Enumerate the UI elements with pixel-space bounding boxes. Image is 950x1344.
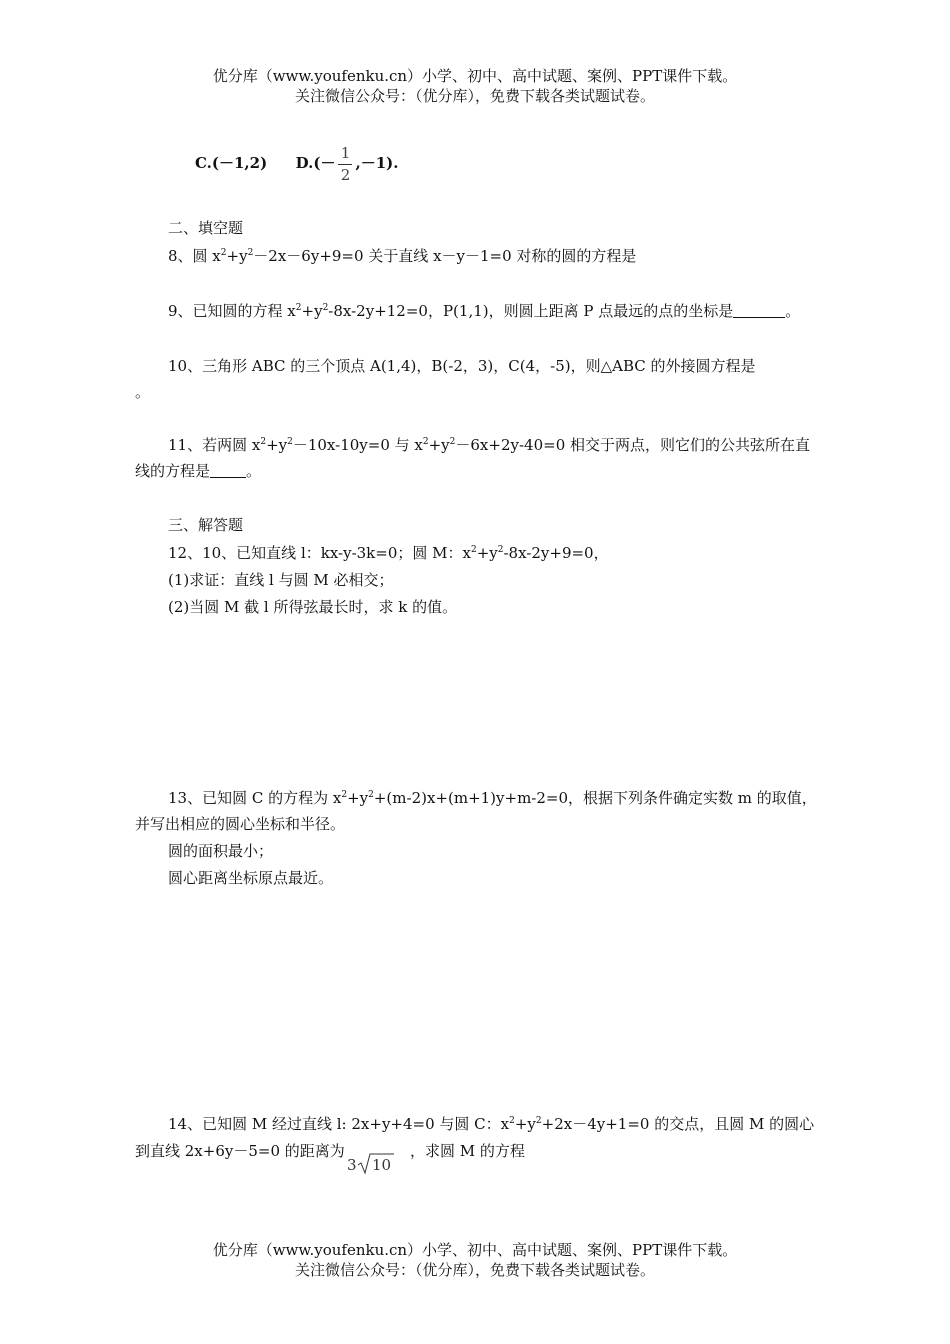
superscript-2: 2 xyxy=(341,790,348,800)
header-line-1: 优分库（www.youfenku.cn）小学、初中、高中试题、案例、PPT课件下载。 xyxy=(212,67,738,85)
radical-argument: 10 xyxy=(372,1156,392,1174)
header-line-2: 关注微信公众号：（优分库），免费下载各类试题试卷。 xyxy=(294,87,655,105)
option-d-suffix: ,－1). xyxy=(355,154,399,172)
question-8: 8、圆 $x^2+y^2-2x-6y+9=0$ 关于直线 x－y－1=0 对称的圆的方程是 xyxy=(168,247,637,265)
superscript-2: 2 xyxy=(368,790,374,800)
fraction-denominator: 2 xyxy=(340,166,351,184)
question-10: 10、三角形 ABC 的三个顶点 A(1,4)，B(-2，3)，C(4，-5)，则△ABC 的外接圆方程是 xyxy=(168,357,756,375)
fraction-one-half xyxy=(337,144,353,184)
question-9: 9、已知圆的方程 $x^2+y^2-8x-2y+12=0$，P(1,1)，则圆上距离 P 点最远的点的坐标是 。 xyxy=(168,302,801,320)
question-14: 14、已知圆 M 经过直线 l: 2x+y+4=0 与圆 C：$x^2+y^2+2x-4y+1=0$ 的交点，且圆 M 的圆心 xyxy=(168,1115,815,1133)
question-13: 13、已知圆 C 的方程为 $x^2+y^2+(m-2)x+(m+1)y+m-2=0$，根据下列条件确定实数 m 的取值， xyxy=(168,789,817,807)
fraction-numerator: 1 xyxy=(340,144,351,162)
answer-section-heading: 三、解答题 xyxy=(168,516,244,534)
superscript-2: 2 xyxy=(535,1116,542,1126)
question-12: 12、10、已知直线 l：kx-y-3k=0；圆 M：$x^2+y^2-8x-2y+9=0$， xyxy=(168,544,609,562)
answer-blank xyxy=(210,463,246,478)
superscript-2: 2 xyxy=(247,248,254,258)
question-13-condition-1: 圆的面积最小； xyxy=(168,842,274,860)
radical-3-sqrt-10 xyxy=(347,1151,395,1177)
superscript-2: 2 xyxy=(497,545,504,555)
superscript-2: 2 xyxy=(260,437,267,447)
question-10-end: 。 xyxy=(135,383,151,401)
option-d-prefix: D.(－ xyxy=(295,154,336,172)
superscript-2: 2 xyxy=(287,437,293,447)
radical-coefficient: 3 xyxy=(347,1156,357,1174)
question-11-line-2: 线的方程是 。 xyxy=(135,462,262,480)
question-13-condition-2: 圆心距离坐标原点最近。 xyxy=(168,869,334,887)
footer-line-1: 优分库（www.youfenku.cn）小学、初中、高中试题、案例、PPT课件下载。 xyxy=(212,1241,738,1259)
superscript-2: 2 xyxy=(295,303,302,313)
answer-blank xyxy=(733,303,785,318)
question-12-part-2: (2)当圆 M 截 l 所得弦最长时，求 k 的值。 xyxy=(168,598,458,616)
question-12-part-1: (1)求证：直线 l 与圆 M 必相交； xyxy=(168,571,394,589)
fraction-bar xyxy=(338,164,352,165)
superscript-2: 2 xyxy=(470,545,477,555)
question-14-line-2: 到直线 2x+6y－5=0 的距离为 xyxy=(135,1142,345,1160)
choice-options xyxy=(195,143,398,184)
fill-section-heading: 二、填空题 xyxy=(168,219,244,237)
superscript-2: 2 xyxy=(322,303,329,313)
question-13-line-2: 并写出相应的圆心坐标和半径。 xyxy=(135,815,346,833)
option-c: C.(－1,2) xyxy=(195,154,268,172)
superscript-2: 2 xyxy=(509,1116,515,1126)
superscript-2: 2 xyxy=(422,437,429,447)
superscript-2: 2 xyxy=(449,437,456,447)
superscript-2: 2 xyxy=(220,248,227,258)
question-14-line-2-end: ，求圆 M 的方程 xyxy=(410,1142,525,1160)
footer-line-2: 关注微信公众号：（优分库），免费下载各类试题试卷。 xyxy=(294,1261,655,1279)
question-11: 11、若两圆 $x^2+y^2-10x-10y=0$ 与 $x^2+y^2-6x+2y-40=0$ 相交于两点，则它们的公共弦所在直 xyxy=(168,436,811,454)
